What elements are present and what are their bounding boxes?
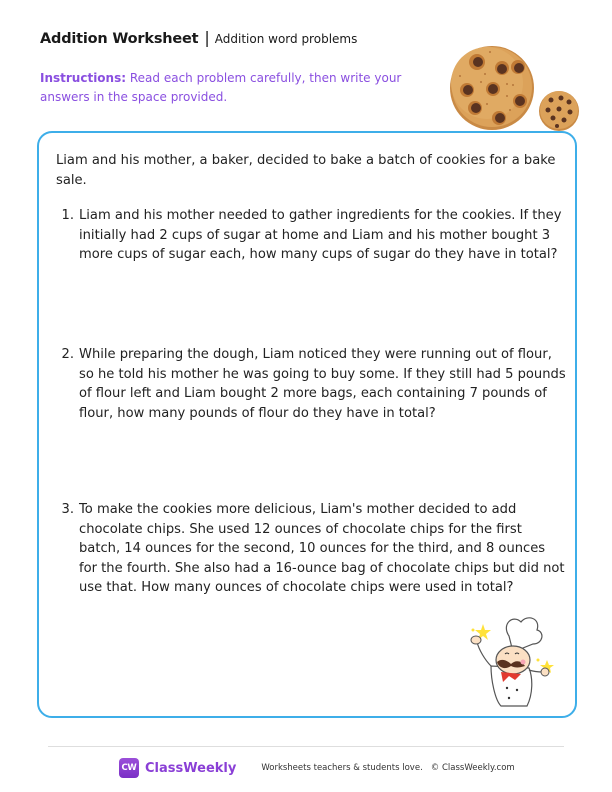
problem-text: Liam and his mother needed to gather ingredients for the cookies. If they initially had 2 cups of sugar at home and Liam and his mother bought 3 more cups of sugar each, how many cups of sugar do they have in total?	[79, 208, 562, 262]
problems-box	[37, 131, 577, 718]
problem-text: While preparing the dough, Liam noticed they were running out of flour, so he told his mother he was going to buy some. If they still had 5 pounds of flour left and Liam bought 2 more bags, each containing 7 pounds of flour, how many pounds of flour do they have in total?	[79, 347, 566, 421]
problem-3	[56, 500, 566, 598]
classweekly-logo-icon: CW	[119, 758, 139, 778]
problem-number: 3.	[61, 502, 74, 517]
footer-copyright: © ClassWeekly.com	[430, 763, 515, 773]
instructions	[40, 69, 420, 107]
cookie-icon	[445, 38, 585, 133]
story-intro: Liam and his mother, a baker, decided to bake a batch of cookies for a bake sale.	[56, 153, 556, 188]
instructions-lead: Instructions:	[40, 71, 127, 85]
brand-name: ClassWeekly	[145, 760, 237, 776]
footer-tagline: Worksheets teachers & students love.	[261, 763, 423, 773]
cookies-illustration	[445, 38, 585, 133]
instructions-text: Read each problem carefully, then write your answers in the space provided.	[40, 71, 402, 104]
problem-number: 1.	[61, 208, 74, 223]
title-separator: |	[204, 28, 210, 47]
footer-divider	[48, 746, 564, 747]
worksheet-header	[40, 28, 357, 47]
worksheet-subtitle: Addition word problems	[214, 32, 358, 46]
worksheet-title: Addition Worksheet	[40, 31, 199, 47]
problem-2	[56, 345, 566, 423]
problem-number: 2.	[61, 347, 74, 362]
problem-1	[56, 206, 566, 265]
problem-text: To make the cookies more delicious, Liam's mother decided to add chocolate chips. She used 12 ounces of chocolate chips for the first batch, 14 ounces for the second, 10 ounces for the third, and 8 ounces for the fourth. She also had a 16-ounce bag of chocolate chips but did not use that. How many ounces of chocolate chips were used in total?	[79, 502, 565, 595]
chef-icon	[461, 610, 561, 710]
chef-illustration	[461, 610, 561, 710]
footer	[119, 758, 515, 778]
